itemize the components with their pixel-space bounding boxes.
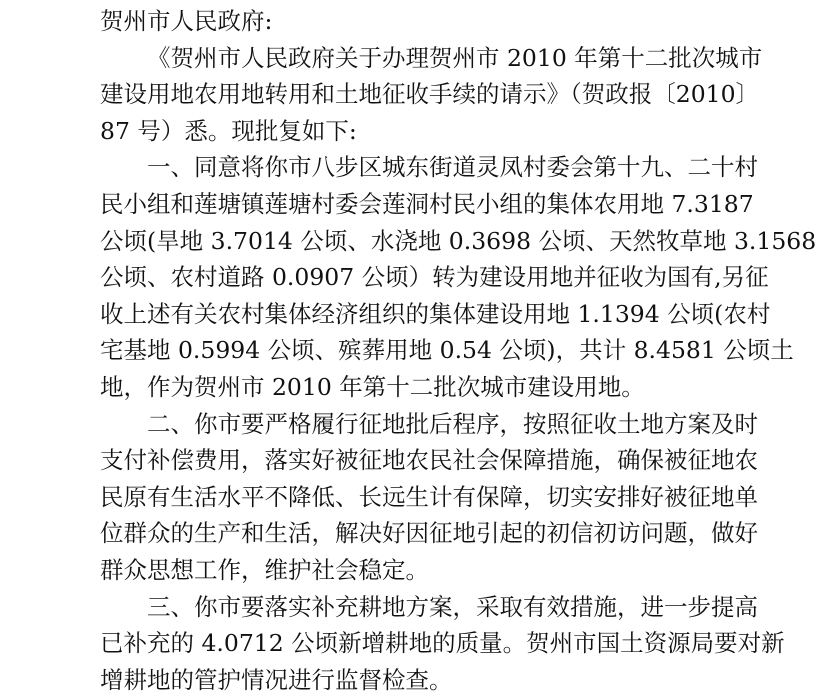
intro-line-1: 《贺州市人民政府关于办理贺州市 2010 年第十二批次城市: [147, 43, 763, 72]
item-3-line-2: 已补充的 4.0712 公顷新增耕地的质量。贺州市国土资源局要对新: [100, 629, 785, 658]
item-2-line-4: 位群众的生产和生活，解决好因征地引起的初信初访问题，做好: [100, 519, 758, 548]
item-3-line-3: 增耕地的管护情况进行监督检查。: [100, 665, 453, 694]
item-1-line-2: 民小组和莲塘镇莲塘村委会莲洞村民小组的集体农用地 7.3187: [100, 190, 754, 218]
item-1-line-3: 公顷(旱地 3.7014 公顷、水浇地 0.3698 公顷、天然牧草地 3.1568: [100, 226, 816, 255]
item-1-line-1: 一、同意将你市八步区城东街道灵凤村委会第十九、二十村: [147, 153, 758, 182]
item-1-line-7: 地，作为贺州市 2010 年第十二批次城市建设用地。: [100, 373, 645, 401]
item-2-line-3: 民原有生活水平不降低、长远生计有保障，切实安排好被征地单: [100, 482, 758, 511]
item-1-line-5: 收上述有关农村集体经济组织的集体建设用地 1.1394 公顷(农村: [100, 299, 771, 328]
addressee-line: 贺州市人民政府:: [100, 7, 273, 35]
item-1-line-4: 公顷、农村道路 0.0907 公顷）转为建设用地并征收为国有,另征: [100, 263, 769, 292]
item-2-line-2: 支付补偿费用，落实好被征地农民社会保障措施，确保被征地农: [100, 446, 758, 475]
intro-line-2: 建设用地农用地转用和土地征收手续的请示》（贺政报〔2010〕: [100, 80, 760, 109]
item-2-line-1: 二、你市要严格履行征地批后程序，按照征收土地方案及时: [147, 409, 758, 438]
item-1-line-6: 宅基地 0.5994 公顷、殡葬用地 0.54 公顷)，共计 8.4581 公顷土: [100, 336, 794, 365]
intro-line-3: 87 号）悉。现批复如下:: [100, 116, 357, 145]
item-2-line-5: 群众思想工作，维护社会稳定。: [100, 556, 429, 584]
item-3-line-1: 三、你市要落实补充耕地方案，采取有效措施，进一步提高: [147, 592, 758, 621]
